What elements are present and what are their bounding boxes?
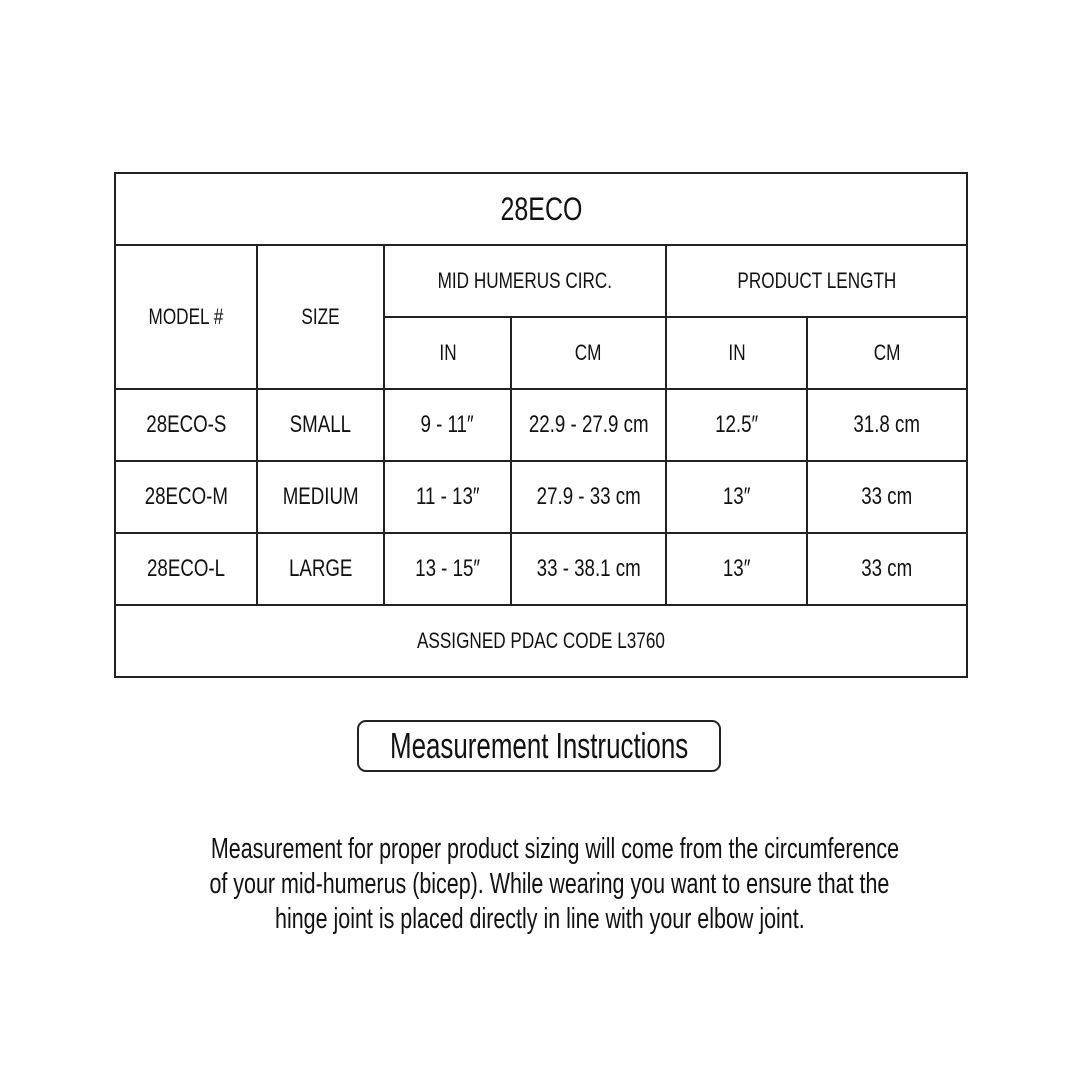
- cell-circ-in: 9 - 11″: [384, 389, 511, 461]
- header-length-cm: CM: [807, 317, 967, 389]
- header-circ-cm: CM: [511, 317, 666, 389]
- cell-size: MEDIUM: [257, 461, 384, 533]
- measurement-instructions-text: [90, 832, 990, 937]
- header-circ-in: IN: [384, 317, 511, 389]
- cell-size: SMALL: [257, 389, 384, 461]
- pdac-code-footer: ASSIGNED PDAC CODE L3760: [115, 605, 967, 677]
- table-row: [115, 389, 967, 461]
- cell-length-in: 13″: [666, 533, 807, 605]
- header-model: MODEL #: [115, 245, 257, 389]
- size-chart-table: [114, 172, 968, 678]
- cell-circ-cm: 22.9 - 27.9 cm: [511, 389, 666, 461]
- cell-length-cm: 33 cm: [807, 533, 967, 605]
- cell-size: LARGE: [257, 533, 384, 605]
- instructions-line: Measurement for proper product sizing will come from the circumference: [210, 833, 900, 865]
- cell-circ-in: 13 - 15″: [384, 533, 511, 605]
- cell-length-in: 13″: [666, 461, 807, 533]
- cell-length-in: 12.5″: [666, 389, 807, 461]
- cell-circ-cm: 27.9 - 33 cm: [511, 461, 666, 533]
- cell-model: 28ECO-S: [115, 389, 257, 461]
- table-row: [115, 533, 967, 605]
- measurement-instructions-heading: Measurement Instructions: [357, 720, 721, 772]
- instructions-line: hinge joint is placed directly in line with your elbow joint.: [275, 903, 805, 935]
- cell-circ-in: 11 - 13″: [384, 461, 511, 533]
- table-row: [115, 461, 967, 533]
- instructions-line: of your mid-humerus (bicep). While wearing you want to ensure that the: [209, 868, 890, 900]
- header-length-in: IN: [666, 317, 807, 389]
- cell-circ-cm: 33 - 38.1 cm: [511, 533, 666, 605]
- cell-model: 28ECO-L: [115, 533, 257, 605]
- table-title: 28ECO: [115, 173, 967, 245]
- header-mid-humerus: MID HUMERUS CIRC.: [384, 245, 666, 317]
- header-product-length: PRODUCT LENGTH: [666, 245, 967, 317]
- cell-model: 28ECO-M: [115, 461, 257, 533]
- cell-length-cm: 33 cm: [807, 461, 967, 533]
- cell-length-cm: 31.8 cm: [807, 389, 967, 461]
- header-size: SIZE: [257, 245, 384, 389]
